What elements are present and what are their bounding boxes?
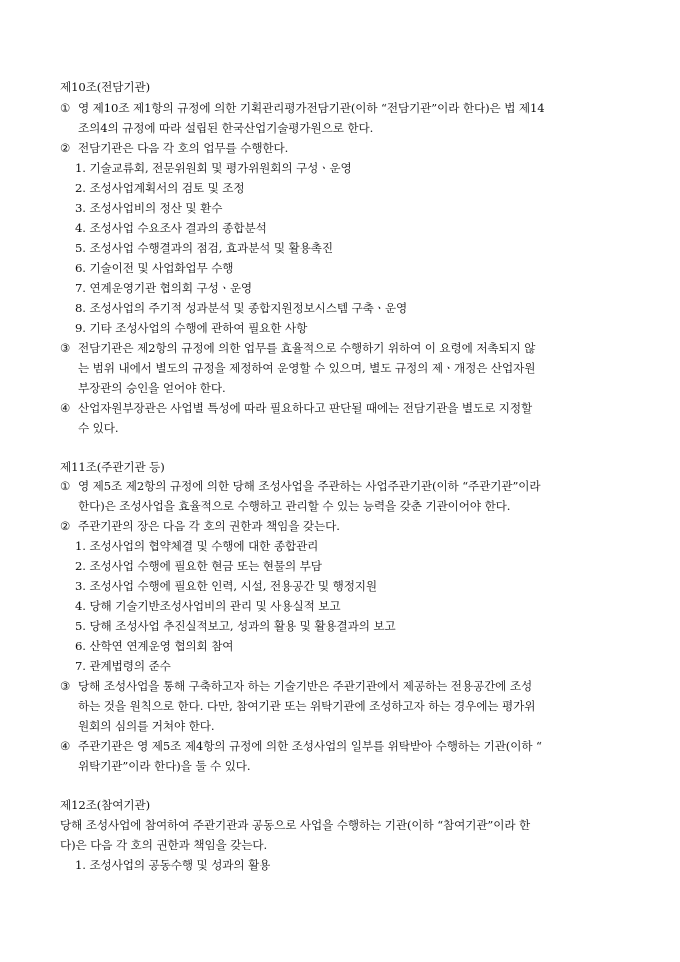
article-11-heading: 제11조(주관기관 등) [60, 460, 165, 474]
circled-number-2: ② [60, 141, 71, 155]
art10-item-3: 3. 조성사업비의 정산 및 환수 [75, 201, 223, 215]
art11-para1-text: 영 제5조 제2항의 규정에 의한 당해 조성사업을 주관하는 사업주관기관(이하 “주관기관”이라 [78, 479, 541, 493]
art11-para4-line2: 위탁기관”이라 한다)을 둘 수 있다. [78, 759, 251, 773]
art11-item-5: 5. 당해 조성사업 추진실적보고, 성과의 활용 및 활용결과의 보고 [75, 619, 396, 633]
art11-item-2: 2. 조성사업 수행에 필요한 현금 또는 현물의 부담 [75, 559, 322, 573]
art10-item-9: 9. 기타 조성사업의 수행에 관하여 필요한 사항 [75, 321, 308, 335]
art11-para3-line3: 원회의 심의를 거쳐야 한다. [78, 719, 215, 733]
art11-para1-line1 [60, 477, 541, 495]
art10-para2-text: 전담기관은 다음 각 호의 업무를 수행한다. [78, 141, 289, 155]
art10-para4-line2: 수 있다. [78, 421, 119, 435]
art10-para1-line2: 조의4의 규정에 따라 설립된 한국산업기술평가원으로 한다. [78, 121, 374, 135]
art10-para1-line1 [60, 99, 621, 117]
circled-number-1: ① [60, 101, 71, 115]
art10-item-4: 4. 조성사업 수요조사 결과의 종합분석 [75, 221, 267, 235]
art10-para2-line1 [60, 139, 288, 157]
circled-number-4: ④ [60, 401, 71, 415]
circled-number-3: ③ [60, 341, 71, 355]
art11-para3-line2: 하는 것을 원칙으로 한다. 다만, 참여기관 또는 위탁기관에 조성하고자 하는 경우에는 평가위 [78, 699, 536, 713]
art10-item-5: 5. 조성사업 수행결과의 점검, 효과분석 및 활용촉진 [75, 241, 333, 255]
art11-para2-line1 [60, 517, 340, 535]
art11-para2-text: 주관기관의 장은 다음 각 호의 권한과 책임을 갖는다. [78, 519, 340, 533]
art10-para4-line1 [60, 399, 532, 417]
art11-para4-line1 [60, 737, 542, 755]
art11-item-4: 4. 당해 기술기반조성사업비의 관리 및 사용실적 보고 [75, 599, 341, 613]
art10-item-1: 1. 기술교류회, 전문위원회 및 평가위원회의 구성ㆍ운영 [75, 161, 352, 175]
art10-item-8: 8. 조성사업의 주기적 성과분석 및 종합지원정보시스템 구축ㆍ운영 [75, 301, 408, 315]
art10-para3-line2: 는 범위 내에서 별도의 규정을 제정하여 운영할 수 있으며, 별도 규정의 제ㆍ개정은 산업자원 [78, 361, 536, 375]
art10-para3-text: 전담기관은 제2항의 규정에 의한 업무를 효율적으로 수행하기 위하여 이 요령에 저촉되지 않 [78, 341, 536, 355]
art11-item-6: 6. 산학연 연계운영 협의회 참여 [75, 639, 234, 653]
circled-number-3: ③ [60, 679, 71, 693]
art10-para1-text: 영 제10조 제1항의 규정에 의한 기획관리평가전담기관(이하 “전담기관”이라 한다)은 법 제14 [78, 101, 545, 115]
art12-body-line1: 당해 조성사업에 참여하여 주관기관과 공동으로 사업을 수행하는 기관(이하 “참여기관”이라 한 [60, 818, 531, 832]
art12-item-1: 1. 조성사업의 공동수행 및 성과의 활용 [75, 858, 271, 872]
art10-item-6: 6. 기술이전 및 사업화업무 수행 [75, 261, 234, 275]
art11-para3-text: 당해 조성사업을 통해 구축하고자 하는 기술기반은 주관기관에서 제공하는 전용공간에 조성 [78, 679, 533, 693]
art11-item-7: 7. 관계법령의 준수 [75, 659, 171, 673]
art11-para4-text: 주관기관은 영 제5조 제4항의 규정에 의한 조성사업의 일부를 위탁받아 수행하는 기관(이하 “ [78, 739, 542, 753]
art12-body-line2: 다)은 다음 각 호의 권한과 책임을 갖는다. [60, 838, 268, 852]
art11-item-1: 1. 조성사업의 협약체결 및 수행에 대한 종합관리 [75, 539, 319, 553]
article-10-heading: 제10조(전담기관) [60, 80, 150, 94]
circled-number-4: ④ [60, 739, 71, 753]
art11-para1-line2: 한다)은 조성사업을 효율적으로 수행하고 관리할 수 있는 능력을 갖춘 기관이어야 한다. [78, 499, 511, 513]
art10-item-7: 7. 연계운영기관 협의회 구성ㆍ운영 [75, 281, 253, 295]
article-12-heading: 제12조(참여기관) [60, 798, 150, 812]
circled-number-2: ② [60, 519, 71, 533]
art10-para4-text: 산업자원부장관은 사업별 특성에 따라 필요하다고 판단될 때에는 전담기관을 별도로 지정할 [78, 401, 533, 415]
art10-item-2: 2. 조성사업계획서의 검토 및 조정 [75, 181, 245, 195]
circled-number-1: ① [60, 479, 71, 493]
art11-item-3: 3. 조성사업 수행에 필요한 인력, 시설, 전용공간 및 행정지원 [75, 579, 378, 593]
art10-para3-line1 [60, 339, 535, 357]
art10-para3-line3: 부장관의 승인을 얻어야 한다. [78, 381, 226, 395]
art11-para3-line1 [60, 677, 532, 695]
